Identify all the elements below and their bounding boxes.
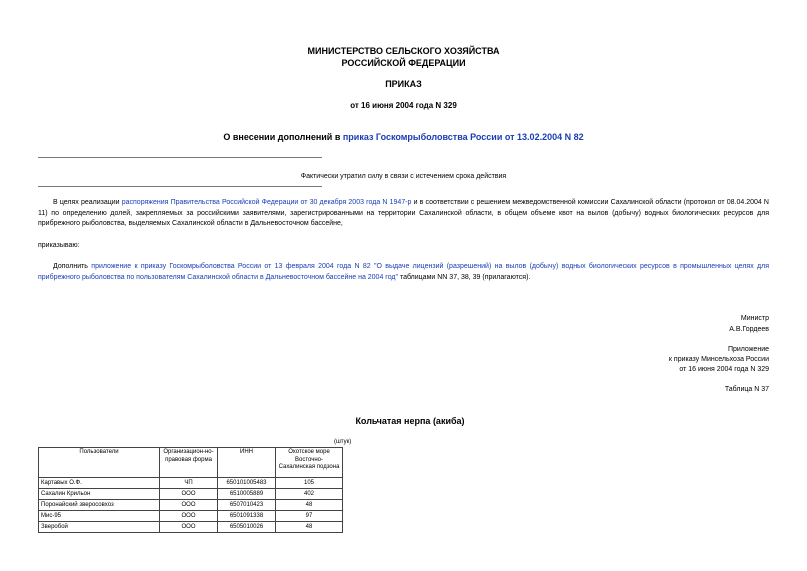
status-note: Фактически утратил силу в связи с истечением срока действия (300, 173, 507, 180)
cell-inn: 6505010026 (218, 522, 276, 533)
cell-inn: 6510005889 (218, 489, 276, 500)
paragraph-preamble-text-b: и в соответствии с решением межведомственной комиссии Сахалинской области (протокол от 08.04.2004 N 11) по определению долей, закрепляемых за российскими заявителями, зарегистрированными на территории Сахалинской области, в общем объеме квот на вылов (добычу) водных биологических ресурсов для прибрежного рыболовства, выделяемых Сахалинской области в Дальневосточном бассейне, (38, 199, 769, 227)
cell-form: ООО (160, 522, 218, 533)
signature-name: А.В.Гордеев (729, 326, 769, 333)
cell-form: ООО (160, 489, 218, 500)
table-row (39, 500, 343, 511)
appendix-line-2: к приказу Минсельхоза России (668, 356, 769, 363)
table-title: Кольчатая нерпа (акиба) (355, 416, 465, 426)
paragraph-preamble-text-a: В целях реализации (53, 199, 122, 206)
cell-quota: 105 (276, 478, 343, 489)
table-row (39, 478, 343, 489)
divider-top (38, 157, 322, 158)
cell-user: Мис-95 (39, 511, 160, 522)
cell-user: Картавых О.Ф. (39, 478, 160, 489)
appendix-line-3: от 16 июня 2004 года N 329 (679, 366, 769, 373)
table-row (39, 522, 343, 533)
doc-type: ПРИКАЗ (385, 79, 422, 89)
quota-table (38, 447, 343, 533)
signature-position: Министр (740, 315, 769, 322)
cell-inn: 650101005483 (218, 478, 276, 489)
cell-form: ООО (160, 500, 218, 511)
paragraph-addition-text-b: таблицами NN 37, 38, 39 (прилагаются). (398, 273, 531, 281)
doc-title-link[interactable]: приказ Госкомрыболовства России от 13.02.2004 N 82 (342, 132, 584, 142)
cell-user: Сахалин Крильон (39, 489, 160, 500)
cell-quota: 402 (276, 489, 343, 500)
header-inn: ИНН (218, 448, 276, 478)
cell-user: Поронайский зверосовхоз (39, 500, 160, 511)
ministry-line-2: РОССИЙСКОЙ ФЕДЕРАЦИИ (341, 58, 466, 68)
cell-form: ЧП (160, 478, 218, 489)
ministry-line-1: МИНИСТЕРСТВО СЕЛЬСКОГО ХОЗЯЙСТВА (307, 46, 500, 56)
cell-quota: 48 (276, 522, 343, 533)
cell-quota: 97 (276, 511, 343, 522)
header-users: Пользователи (39, 448, 160, 478)
paragraph-preamble (38, 198, 769, 230)
divider-bottom (38, 186, 322, 187)
cell-form: ООО (160, 511, 218, 522)
doc-title (0, 131, 807, 143)
cell-inn: 6507010423 (218, 500, 276, 511)
table-unit: (штук) (334, 439, 352, 445)
cell-inn: 6501091338 (218, 511, 276, 522)
header-legal-form: Организацион-но-правовая форма (160, 448, 218, 478)
doc-title-prefix: О внесении дополнений в (223, 132, 343, 142)
government-order-link[interactable]: распоряжения Правительства Российской Федерации от 30 декабря 2003 года N 1947-р (121, 199, 412, 206)
cell-quota: 48 (276, 500, 343, 511)
paragraph-order: приказываю: (38, 242, 80, 249)
appendix-line-1: Приложение (727, 346, 769, 353)
header-zone: Охотское море Восточно-Сахалинская подзона (276, 448, 343, 478)
appendix-order-link[interactable]: приложение к приказу Госкомрыболовства России от 13 февраля 2004 года N 82 "О выдаче лицензий (разрешений) на вылов (добычу) водных биологических ресурсов в промышленных целях для прибрежного рыболовства по пользователям Сахалинской области в Дальневосточном бассейне на 2004 год" (38, 263, 769, 281)
table-row (39, 489, 343, 500)
cell-user: Зверобой (39, 522, 160, 533)
table-row (39, 511, 343, 522)
doc-date-number: от 16 июня 2004 года N 329 (350, 101, 457, 110)
table-header-row (39, 448, 343, 478)
table-number: Таблица N 37 (724, 386, 769, 393)
paragraph-addition-text-a: Дополнить (53, 263, 92, 270)
paragraph-addition (38, 262, 769, 283)
